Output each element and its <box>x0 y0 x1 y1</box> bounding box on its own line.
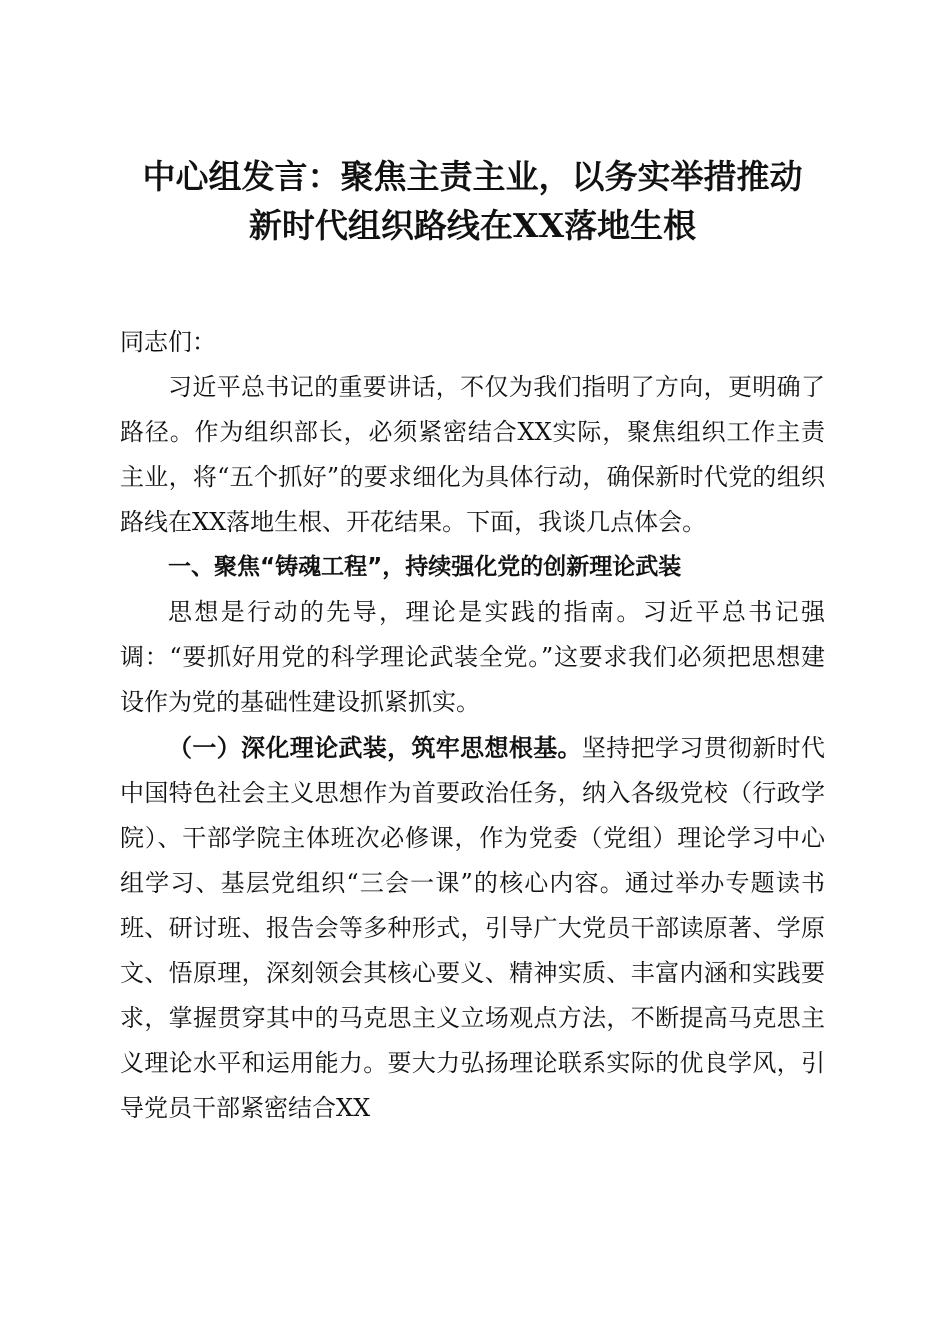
document-title <box>120 152 825 250</box>
section-1-intro-paragraph: 思想是行动的先导，理论是实践的指南。习近平总书记强调：“要抓好用党的科学理论武装全党。”这要求我们必须把思想建设作为党的基础性建设抓紧抓实。 <box>120 598 825 716</box>
salutation: 同志们： <box>120 328 216 356</box>
subsection-1-paragraph <box>120 725 825 1131</box>
intro-paragraph: 习近平总书记的重要讲话，不仅为我们指明了方向，更明确了路径。作为组织部长，必须紧密结合XX实际，聚焦组织工作主责主业，将“五个抓好”的要求细化为具体行动，确保新时代党的组织路线在XX落地生根、开花结果。下面，我谈几点体会。 <box>120 373 825 536</box>
subsection-1-lead: （一）深化理论武装，筑牢思想根基。 <box>168 733 582 762</box>
subsection-1-text: 坚持把学习贯彻新时代中国特色社会主义思想作为首要政治任务，纳入各级党校（行政学院）、干部学院主体班次必修课，作为党委（党组）理论学习中心组学习、基层党组织“三会一课”的核心内容。通过举办专题读书班、研讨班、报告会等多种形式，引导广大党员干部读原著、学原文、悟原理，深刻领会其核心要义、精神实质、丰富内涵和实践要求，掌握贯穿其中的马克思主义立场观点方法，不断提高马克思主义理论水平和运用能力。要大力弘扬理论联系实际的优良学风，引导党员干部紧密结合XX <box>120 734 826 1122</box>
title-line-1: 中心组发言：聚焦主责主业，以务实举措推动 <box>142 157 803 196</box>
document-body <box>120 320 825 1131</box>
section-heading-1: 一、聚焦“铸魂工程”，持续强化党的创新理论武装 <box>168 554 682 580</box>
title-line-2: 新时代组织路线在XX落地生根 <box>248 206 697 245</box>
